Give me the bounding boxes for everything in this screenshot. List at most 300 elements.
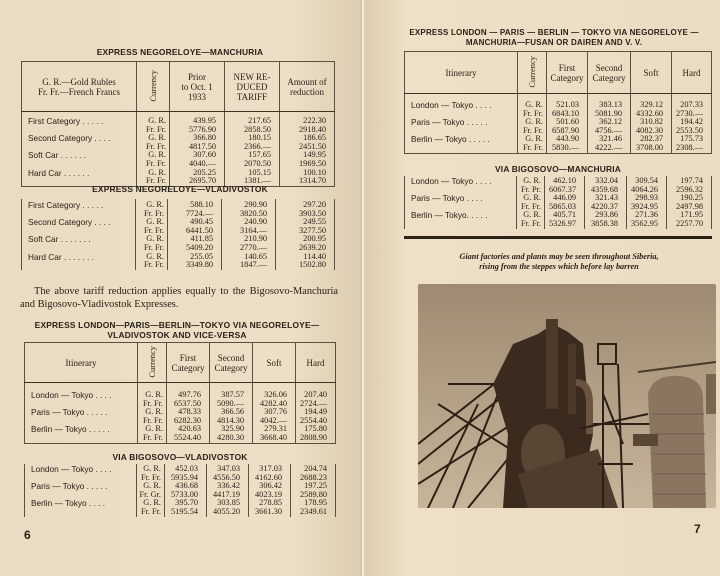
- amount-cell-value: 2639.20: [299, 242, 326, 252]
- currency-cell-value: G. R.: [145, 390, 163, 399]
- hard-cell: [667, 176, 712, 194]
- soft-cell: [627, 194, 667, 211]
- row-label: Berlin — Tokyo . . . .: [31, 498, 106, 509]
- currency-cell-value: G. R.: [146, 217, 164, 227]
- row-label: Second Category . . . .: [28, 133, 111, 144]
- currency-cell: [518, 135, 547, 153]
- currency-cell-value: Fr. Fr.: [522, 142, 543, 152]
- amount-cell: [276, 253, 335, 270]
- currency-cell-value: G. R.: [146, 234, 164, 244]
- header-currency: Currency: [138, 343, 167, 383]
- row-label: London — Tokyo . . . .: [31, 464, 112, 474]
- second-cell-value: 3858.38: [591, 218, 618, 228]
- row-label: London — Tokyo . . . .: [411, 176, 492, 186]
- amount-cell-value: 297.20: [303, 200, 326, 209]
- amount-cell-value: 249.55: [303, 217, 326, 227]
- first-cell-value: 478.33: [178, 407, 201, 417]
- table1-legend: [22, 62, 137, 112]
- second-cell-value: 4280.30: [217, 432, 244, 442]
- header-currency: Currency: [518, 52, 547, 94]
- second-cell: [585, 194, 627, 211]
- new-cell-value: 240.90: [244, 217, 267, 227]
- new-cell-value: 2070.50: [244, 158, 271, 168]
- currency-cell-value: Fr. Fr.: [143, 242, 164, 252]
- row-label: Paris — Tokyo . . . . .: [31, 407, 108, 418]
- header-new-tariff: NEW RE- DUCED TARIFF: [225, 62, 280, 112]
- header-prior: Prior to Oct. 1 1933: [170, 62, 225, 112]
- first-cell-value: 501.60: [556, 117, 579, 127]
- table-row: [405, 194, 712, 211]
- second-cell: [207, 464, 249, 482]
- soft-cell-value: 4082.30: [636, 125, 663, 135]
- prior-cell: [168, 218, 222, 235]
- prior-cell-value: 4817.50: [189, 141, 216, 151]
- hard-cell-value: 2589.80: [300, 489, 327, 499]
- currency-cell: [137, 464, 165, 482]
- second-cell: [210, 425, 253, 443]
- factory-photo: [418, 284, 716, 508]
- soft-cell-value: 271.36: [635, 210, 658, 220]
- row-label: First Category . . . . .: [28, 200, 104, 210]
- prior-cell-value: 4040.—: [189, 158, 216, 168]
- first-cell: [165, 464, 207, 482]
- header-itinerary: Itinerary: [25, 343, 138, 383]
- second-cell-value: 5090.—: [217, 398, 244, 408]
- new-cell-value: 210.90: [244, 234, 267, 244]
- second-cell: [588, 118, 631, 135]
- amount-cell-value: 1502.80: [299, 260, 326, 270]
- soft-cell-value: 3924.95: [631, 201, 658, 211]
- table3-title: [14, 320, 340, 340]
- currency-cell-value: Fr. Fr.: [145, 158, 166, 168]
- first-cell-value: 420.63: [178, 424, 201, 434]
- currency-cell-value: G. R.: [525, 134, 543, 144]
- first-cell-value: 436.68: [175, 481, 198, 491]
- hard-cell-value: 194.49: [304, 407, 327, 417]
- hard-cell-value: 207.40: [304, 390, 327, 399]
- hard-cell: [291, 482, 336, 499]
- second-cell: [588, 94, 631, 119]
- page-number-left: 6: [24, 528, 31, 542]
- page-number-right: 7: [694, 522, 701, 536]
- first-cell-value: 6282.30: [174, 415, 201, 425]
- hard-cell-value: 204.74: [304, 464, 327, 473]
- table3-subtitle: VIA BIGOSOVO—VLADIVOSTOK: [112, 452, 248, 462]
- new-cell-value: 2858.50: [244, 124, 271, 134]
- second-cell-value: 4814.30: [217, 415, 244, 425]
- header-currency: Currency: [137, 62, 170, 112]
- hard-cell-value: 2308.—: [676, 142, 703, 152]
- table-row: [25, 499, 336, 516]
- currency-cell-value: Fr. Fr.: [522, 125, 543, 135]
- amount-cell: [276, 235, 335, 252]
- currency-cell: [518, 94, 547, 119]
- second-cell-value: 303.85: [217, 498, 240, 508]
- section-rule: [404, 236, 712, 239]
- prior-cell: [168, 253, 222, 270]
- table-row: [405, 135, 712, 153]
- first-cell: [547, 94, 588, 119]
- currency-cell-value: G. R.: [148, 167, 166, 177]
- soft-cell-value: 278.85: [259, 498, 282, 508]
- currency-cell-value: G. R.: [148, 133, 166, 143]
- second-cell-value: 4359.68: [591, 184, 618, 194]
- currency-cell-value: G. R.: [523, 193, 541, 203]
- right-table-title: [398, 28, 710, 48]
- currency-cell-value: G. R.: [145, 424, 163, 434]
- currency-cell-value: G. R.: [146, 200, 164, 209]
- hard-cell-value: 2724.—: [300, 398, 327, 408]
- header-itinerary: Itinerary: [405, 52, 518, 94]
- hard-cell-value: 2497.98: [676, 201, 703, 211]
- caption-line1: Giant factories and plants may be seen throughout Siberia,: [459, 252, 659, 261]
- amount-cell: [280, 112, 335, 135]
- currency-cell: [138, 408, 167, 425]
- second-cell-value: 4756.—: [595, 125, 622, 135]
- second-cell: [588, 135, 631, 153]
- hard-cell-value: 2554.40: [300, 415, 327, 425]
- table-row: [405, 211, 712, 228]
- first-cell-value: 5935.94: [171, 472, 198, 482]
- table3-title-line1: EXPRESS LONDON—PARIS—BERLIN—TOKYO VIA NEGORELOYE—: [34, 320, 320, 330]
- currency-cell-value: Fr. Fr.: [145, 124, 166, 134]
- currency-cell-value: Fr. Fr.: [520, 218, 541, 228]
- table1-title: EXPRESS NEGORELOYE—MANCHURIA: [96, 47, 264, 57]
- prior-cell-value: 6441.50: [186, 225, 213, 235]
- hard-cell: [672, 118, 712, 135]
- hard-cell: [296, 408, 336, 425]
- row-label: Berlin — Tokyo. . . . .: [411, 210, 488, 221]
- currency-cell-value: G. R.: [143, 464, 161, 473]
- right-table: [404, 51, 712, 154]
- hard-cell: [667, 211, 712, 228]
- soft-cell-value: 3661.30: [255, 506, 282, 516]
- soft-cell: [631, 118, 672, 135]
- soft-cell-value: 306.42: [259, 481, 282, 491]
- hard-cell-value: 207.33: [680, 100, 703, 109]
- tariff-note: The above tariff reduction applies equally to the Bigosovo-Manchuria and Bigosovo-Vladivostok Expresses.: [20, 286, 338, 310]
- amount-cell-value: 222.30: [303, 116, 326, 125]
- currency-cell-value: Fr. Fr.: [142, 415, 163, 425]
- row-label: First Category . . . . .: [28, 116, 104, 126]
- currency-cell-value: G. R.: [146, 251, 164, 261]
- second-cell: [210, 408, 253, 425]
- currency-cell-value: G. R.: [148, 116, 166, 125]
- new-cell-value: 3164.—: [240, 225, 267, 235]
- currency-cell-value: Fr. Fr.: [143, 260, 164, 270]
- factory-blast-furnace-illustration: [418, 284, 716, 508]
- currency-cell: [517, 211, 545, 228]
- first-cell-value: 5830.—: [552, 142, 579, 152]
- first-cell-value: 462.10: [553, 176, 576, 185]
- first-cell-value: 5195.54: [171, 506, 198, 516]
- amount-cell-value: 2918.40: [299, 124, 326, 134]
- soft-cell-value: 4282.40: [260, 398, 287, 408]
- new-cell-value: 140.65: [244, 251, 267, 261]
- hard-cell-value: 197.25: [304, 481, 327, 491]
- currency-cell: [136, 253, 168, 270]
- soft-cell-value: 4332.60: [636, 108, 663, 118]
- table-row: [405, 94, 712, 119]
- table-row: [22, 218, 335, 235]
- row-label: Second Category . . . .: [28, 217, 111, 228]
- second-cell: [207, 482, 249, 499]
- table2: [21, 199, 335, 270]
- first-cell-value: 452.03: [175, 464, 198, 473]
- currency-cell: [137, 112, 170, 135]
- header-first-category: First Category: [167, 343, 210, 383]
- currency-cell: [137, 499, 165, 516]
- currency-cell-value: G. R.: [523, 176, 541, 185]
- second-cell-value: 321.43: [595, 193, 618, 203]
- right-title-line1: EXPRESS LONDON — PARIS — BERLIN — TOKYO VIA NEGORELOYE —: [409, 28, 699, 37]
- amount-cell-value: 186.65: [303, 133, 326, 143]
- caption-line2: rising from the steppes which before lay barren: [479, 262, 639, 271]
- first-cell-value: 6587.90: [552, 125, 579, 135]
- header-first-category: First Category: [547, 52, 588, 94]
- soft-cell-value: 3668.40: [260, 432, 287, 442]
- hard-cell-value: 197.74: [680, 176, 703, 185]
- currency-cell-value: Fr. Fr.: [145, 176, 166, 186]
- first-cell: [545, 176, 585, 194]
- currency-cell-value: G. R.: [525, 117, 543, 127]
- first-cell: [167, 425, 210, 443]
- first-cell-value: 521.03: [556, 100, 579, 109]
- new-cell-value: 157.65: [248, 150, 271, 160]
- soft-cell-value: 317.03: [259, 464, 282, 473]
- first-cell-value: 446.09: [553, 193, 576, 203]
- hard-cell-value: 175.73: [680, 134, 703, 144]
- prior-cell-value: 411.85: [190, 234, 213, 244]
- amount-cell-value: 114.40: [303, 251, 326, 261]
- first-cell: [165, 482, 207, 499]
- hard-cell: [672, 94, 712, 119]
- table-row: [25, 482, 336, 499]
- soft-cell: [249, 499, 291, 516]
- second-cell-value: 366.56: [221, 407, 244, 417]
- soft-cell: [627, 211, 667, 228]
- table-row: [22, 253, 335, 270]
- currency-cell-value: Fr. Fr.: [142, 398, 163, 408]
- new-cell: [225, 112, 280, 135]
- hard-cell: [667, 194, 712, 211]
- currency-cell-value: Fr. Fr.: [520, 201, 541, 211]
- table-row: [22, 112, 335, 135]
- header-hard: Hard: [672, 52, 712, 94]
- table3-title-line2: VLADIVOSTOK AND VICE-VERSA: [107, 330, 247, 340]
- hard-cell: [296, 425, 336, 443]
- currency-cell-value: Fr. Fr.: [143, 225, 164, 235]
- currency-cell: [138, 383, 167, 409]
- new-cell-value: 3820.50: [240, 208, 267, 218]
- currency-cell-value: G. R.: [523, 210, 541, 220]
- prior-cell: [170, 151, 225, 168]
- currency-cell-value: Fr. Fr.: [142, 432, 163, 442]
- new-cell-value: 180.15: [248, 133, 271, 143]
- currency-cell-value: Fr. Fr.: [140, 472, 161, 482]
- soft-cell-value: 307.76: [264, 407, 287, 417]
- legend-gold-rubles: G. R.—Gold Rubles: [42, 76, 116, 87]
- prior-cell: [168, 199, 222, 218]
- second-cell-value: 4222.—: [595, 142, 622, 152]
- header-amount: Amount of reduction: [280, 62, 335, 112]
- second-cell-value: 332.04: [595, 176, 618, 185]
- currency-cell: [517, 194, 545, 211]
- second-cell: [585, 176, 627, 194]
- second-cell-value: 347.03: [217, 464, 240, 473]
- currency-cell: [138, 425, 167, 443]
- second-cell: [210, 383, 253, 409]
- currency-cell: [136, 235, 168, 252]
- hard-cell-value: 2349.61: [300, 506, 327, 516]
- currency-cell-value: G. R.: [143, 498, 161, 508]
- table-row: [22, 151, 335, 168]
- new-cell-value: 217.65: [248, 116, 271, 125]
- amount-cell-value: 1969.50: [299, 158, 326, 168]
- prior-cell-value: 366.80: [193, 133, 216, 143]
- first-cell-value: 395.70: [175, 498, 198, 508]
- prior-cell-value: 255.05: [190, 251, 213, 261]
- soft-cell-value: 326.06: [264, 390, 287, 399]
- currency-cell-value: G. R.: [145, 407, 163, 417]
- soft-cell: [253, 425, 296, 443]
- hard-cell-value: 2688.23: [300, 472, 327, 482]
- header-soft: Soft: [253, 343, 296, 383]
- table3-sub: [24, 464, 336, 517]
- table-row: [22, 134, 335, 151]
- soft-cell: [249, 464, 291, 482]
- row-label: Berlin — Tokyo . . . . .: [31, 424, 110, 435]
- prior-cell: [170, 134, 225, 151]
- row-label: Berlin — Tokyo . . . . .: [411, 134, 490, 145]
- second-cell: [207, 499, 249, 516]
- prior-cell-value: 307.60: [193, 150, 216, 160]
- prior-cell: [168, 235, 222, 252]
- new-cell: [222, 253, 276, 270]
- first-cell-value: 6537.50: [174, 398, 201, 408]
- amount-cell: [276, 218, 335, 235]
- table-row: [405, 118, 712, 135]
- soft-cell: [249, 482, 291, 499]
- amount-cell-value: 1314.70: [299, 176, 326, 186]
- amount-cell: [276, 199, 335, 218]
- row-label: Paris — Tokyo . . . . .: [31, 481, 108, 492]
- first-cell-value: 497.76: [178, 390, 201, 399]
- new-cell-value: 1847.—: [240, 260, 267, 270]
- prior-cell-value: 2695.70: [189, 176, 216, 186]
- second-cell-value: 336.42: [217, 481, 240, 491]
- table-row: [25, 383, 336, 409]
- currency-cell: [137, 482, 165, 499]
- row-label: Paris — Tokyo . . . . .: [411, 117, 488, 128]
- right-table-sub: [404, 176, 712, 229]
- row-label: London — Tokyo . . . .: [31, 390, 112, 400]
- new-cell-value: 2770.—: [240, 242, 267, 252]
- row-label: Soft Car . . . . . .: [28, 150, 87, 161]
- soft-cell-value: 4023.19: [255, 489, 282, 499]
- first-cell: [547, 135, 588, 153]
- hard-cell: [291, 499, 336, 516]
- prior-cell-value: 439.95: [193, 116, 216, 125]
- currency-cell: [136, 218, 168, 235]
- currency-cell-value: G. R.: [525, 100, 543, 109]
- currency-cell: [137, 134, 170, 151]
- row-label: Paris — Tokyo . . . .: [411, 193, 483, 204]
- legend-french-francs: Fr. Fr.—French Francs: [38, 86, 120, 97]
- row-label: Hard Car . . . . . .: [28, 167, 90, 178]
- table-row: [22, 199, 335, 218]
- second-cell-value: 4055.20: [213, 506, 240, 516]
- prior-cell-value: 5409.20: [186, 242, 213, 252]
- hard-cell-value: 175.80: [304, 424, 327, 434]
- first-cell-value: 5524.40: [174, 432, 201, 442]
- row-label: Hard Car . . . . . . .: [28, 251, 94, 262]
- hard-cell-value: 194.42: [680, 117, 703, 127]
- first-cell-value: 5865.03: [549, 201, 576, 211]
- new-cell: [222, 218, 276, 235]
- new-cell-value: 1381.—: [244, 176, 271, 186]
- first-cell: [545, 194, 585, 211]
- prior-cell-value: 205.25: [193, 167, 216, 177]
- table2-title: EXPRESS NEGORELOYE—VLADIVOSTOK: [92, 184, 268, 194]
- second-cell-value: 387.57: [221, 390, 244, 399]
- second-cell-value: 321.46: [599, 134, 622, 144]
- header-second-category: Second Category: [210, 343, 253, 383]
- hard-cell-value: 178.95: [304, 498, 327, 508]
- right-subtitle: VIA BIGOSOVO—MANCHURIA: [495, 164, 621, 174]
- new-cell-value: 2366.—: [244, 141, 271, 151]
- second-cell-value: 325.90: [221, 424, 244, 434]
- prior-cell-value: 588.10: [190, 200, 213, 209]
- new-cell: [222, 199, 276, 218]
- soft-cell: [253, 383, 296, 409]
- amount-cell-value: 2451.50: [299, 141, 326, 151]
- currency-cell: [136, 199, 168, 218]
- soft-cell-value: 298.93: [635, 193, 658, 203]
- table-row: [405, 176, 712, 194]
- header-second-category: Second Category: [588, 52, 631, 94]
- first-cell-value: 5733.00: [171, 489, 198, 499]
- second-cell-value: 5081.90: [595, 108, 622, 118]
- hard-cell-value: 2553.50: [676, 125, 703, 135]
- currency-cell: [137, 151, 170, 168]
- amount-cell-value: 149.95: [303, 150, 326, 160]
- header-soft: Soft: [631, 52, 672, 94]
- currency-cell-value: Fr. Gr.: [139, 489, 161, 499]
- right-title-line2: MANCHURIA—FUSAN OR DAIREN AND V. V.: [465, 38, 643, 47]
- currency-cell-value: Fr. Pr.: [520, 184, 541, 194]
- currency-cell-value: Fr. Fr.: [522, 108, 543, 118]
- prior-cell-value: 7724.—: [186, 208, 213, 218]
- soft-cell: [631, 94, 672, 119]
- currency-cell: [518, 118, 547, 135]
- amount-cell: [280, 151, 335, 168]
- hard-cell: [296, 383, 336, 409]
- right-page: [364, 0, 720, 576]
- first-cell-value: 6067.37: [549, 184, 576, 194]
- soft-cell-value: 3562.95: [631, 218, 658, 228]
- second-cell-value: 383.13: [599, 100, 622, 109]
- amount-cell: [280, 134, 335, 151]
- table-row: [25, 464, 336, 482]
- first-cell: [547, 118, 588, 135]
- soft-cell: [627, 176, 667, 194]
- new-cell: [225, 134, 280, 151]
- table-row: [25, 425, 336, 443]
- second-cell-value: 293.86: [595, 210, 618, 220]
- first-cell-value: 5326.97: [549, 218, 576, 228]
- soft-cell-value: 282.37: [640, 134, 663, 144]
